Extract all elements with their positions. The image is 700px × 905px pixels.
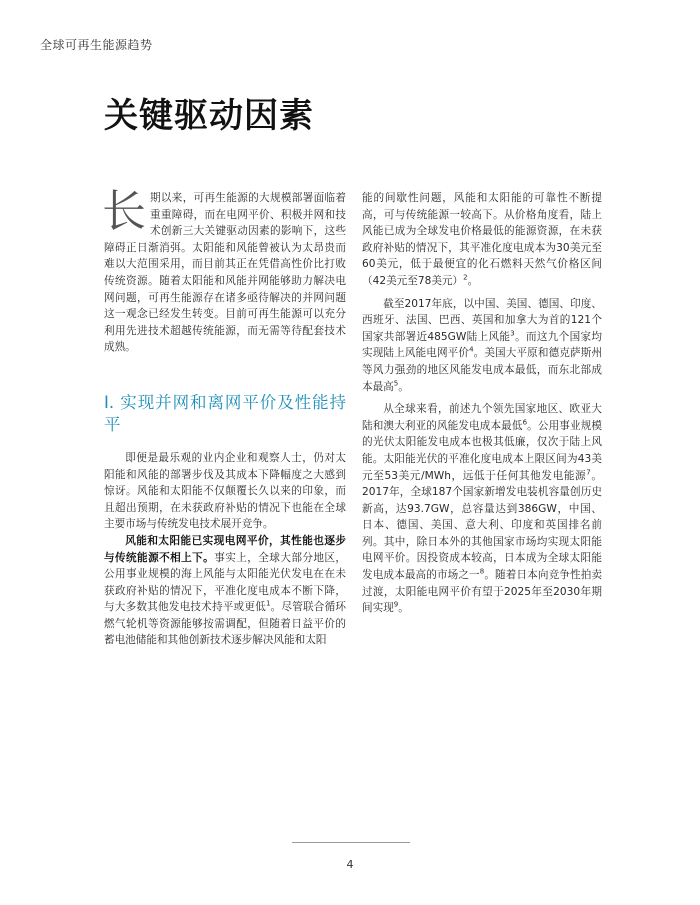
footnote-ref: 9 bbox=[393, 600, 399, 609]
para-text: 事实上，全球大部分地区，公用事业规模的海上风能与太阳能光伏发电在在未获政府补贴的情况下，平准化度电成本不断下降，与大多数其他发电技术持平或更低 bbox=[104, 551, 347, 614]
footnote-ref: 5 bbox=[393, 379, 399, 387]
footnote-ref: 2 bbox=[463, 273, 468, 282]
footnote-ref: 1 bbox=[265, 599, 271, 608]
page-number: 4 bbox=[346, 858, 354, 871]
para-text: 。 bbox=[467, 274, 479, 287]
intro-text: 期以来，可再生能源的大规模部署面临着重重障碍，而在电网平价、积极并网和技术创新三大关键驱动因素的影响下，这些障碍正日渐消弭。太阳能和风能曾被认为太昂贵而难以大范围采用，而目前其正在凭借高性价比打败传统资源。随着太阳能和风能并网能够助力解决电网问题，可再生能源存在诸多亟待解决的并网问题这一观念已经发生转变。目前可再生能源可以充分利用先进技术超越传统能源，而无需等待配套技术成熟。 bbox=[104, 192, 346, 354]
footnote-ref: 3 bbox=[510, 329, 515, 338]
para-text: 。美国大平原和德克萨斯州等风力强劲的地区风能发电成本最低，而东北部成本最高 bbox=[362, 347, 603, 393]
footnote-ref: 6 bbox=[522, 418, 528, 427]
intro-paragraph bbox=[102, 186, 346, 356]
para-text: 。尽管联合循环燃气轮机等资源能够按需调配，但随着日益平价的蓄电池储能和其他创新技术逐步解决风能和太阳 bbox=[104, 601, 346, 647]
left-column bbox=[102, 186, 347, 649]
right-column bbox=[362, 190, 602, 617]
para-text: 。而这九个国家均实现陆上风能电网平价 bbox=[362, 330, 602, 360]
para-text: 能的间歇性问题，风能和太阳能的可靠性不断提高，可与传统能源一较高下。从价格角度看，陆上风能已成为全球发电价格最低的能源资源，在未获政府补贴的情况下，其平准化度电成本为30美元至60美元，低于最便宜的化石燃料天然气价格区间（42美元至78美元） bbox=[362, 192, 602, 287]
para-text: 。公用事业规模的光伏太阳能发电成本也极其低廉，仅次于陆上风能。太阳能光伏的平准化度电成本上限区间为43美元至53美元/MWh，远低于任何其他发电能源 bbox=[362, 419, 603, 482]
para-text: 从全球来看，前述九个领先国家地区、欧亚大陆和澳大利亚的风能发电成本最低 bbox=[362, 403, 602, 432]
footnote-ref: 8 bbox=[479, 567, 485, 576]
right-paragraph-3 bbox=[362, 401, 602, 617]
section-paragraph-1: 即便是最乐观的业内企业和观察人士，仍对太阳能和风能的部署步伐及其成本下降幅度之大感到惊讶。风能和太阳能不仅颠覆长久以来的印象，而且超出预期，在未获政府补贴的情况下也能在全球主要市场与传统发电技术展开竞争。 bbox=[104, 451, 346, 531]
footnote-ref: 4 bbox=[469, 345, 474, 354]
right-paragraph-2 bbox=[362, 296, 602, 396]
running-header: 全球可再生能源趋势 bbox=[40, 38, 153, 52]
para-text: 。 bbox=[398, 380, 409, 393]
bold-lead: 风能和太阳能已实现电网平价，其性能也逐步与传统能源不相上下。 bbox=[104, 534, 346, 564]
para-text: 截至2017年底，以中国、美国、德国、印度、西班牙、法国、巴西、英国和加拿大为首的121个国家共部署近485GW陆上风能 bbox=[362, 297, 602, 343]
section-paragraph-2 bbox=[104, 533, 346, 649]
footer-divider bbox=[292, 842, 410, 843]
footnote-ref: 7 bbox=[586, 467, 591, 476]
para-text: 。2017年，全球187个国家新增发电装机容量创历史新高，达93.7GW，总容量达到386GW，中国、日本、德国、美国、意大利、印度和英国排名前列。其中，除日本外的其他国家市场均实现太阳能电网平价。因投资成本较高，日本成为全球太阳能发电成本最高的市场之一 bbox=[362, 469, 602, 582]
drop-cap: 长 bbox=[102, 186, 146, 237]
section-heading: I. 实现并网和离网平价及性能持平 bbox=[104, 392, 346, 434]
right-paragraph-1 bbox=[362, 190, 602, 290]
page-title: 关键驱动因素 bbox=[104, 96, 314, 136]
para-text: 。随着日本向竞争性拍卖过渡，太阳能电网平价有望于2025年至2030年期间实现 bbox=[362, 569, 602, 615]
para-text: 。 bbox=[398, 602, 409, 615]
